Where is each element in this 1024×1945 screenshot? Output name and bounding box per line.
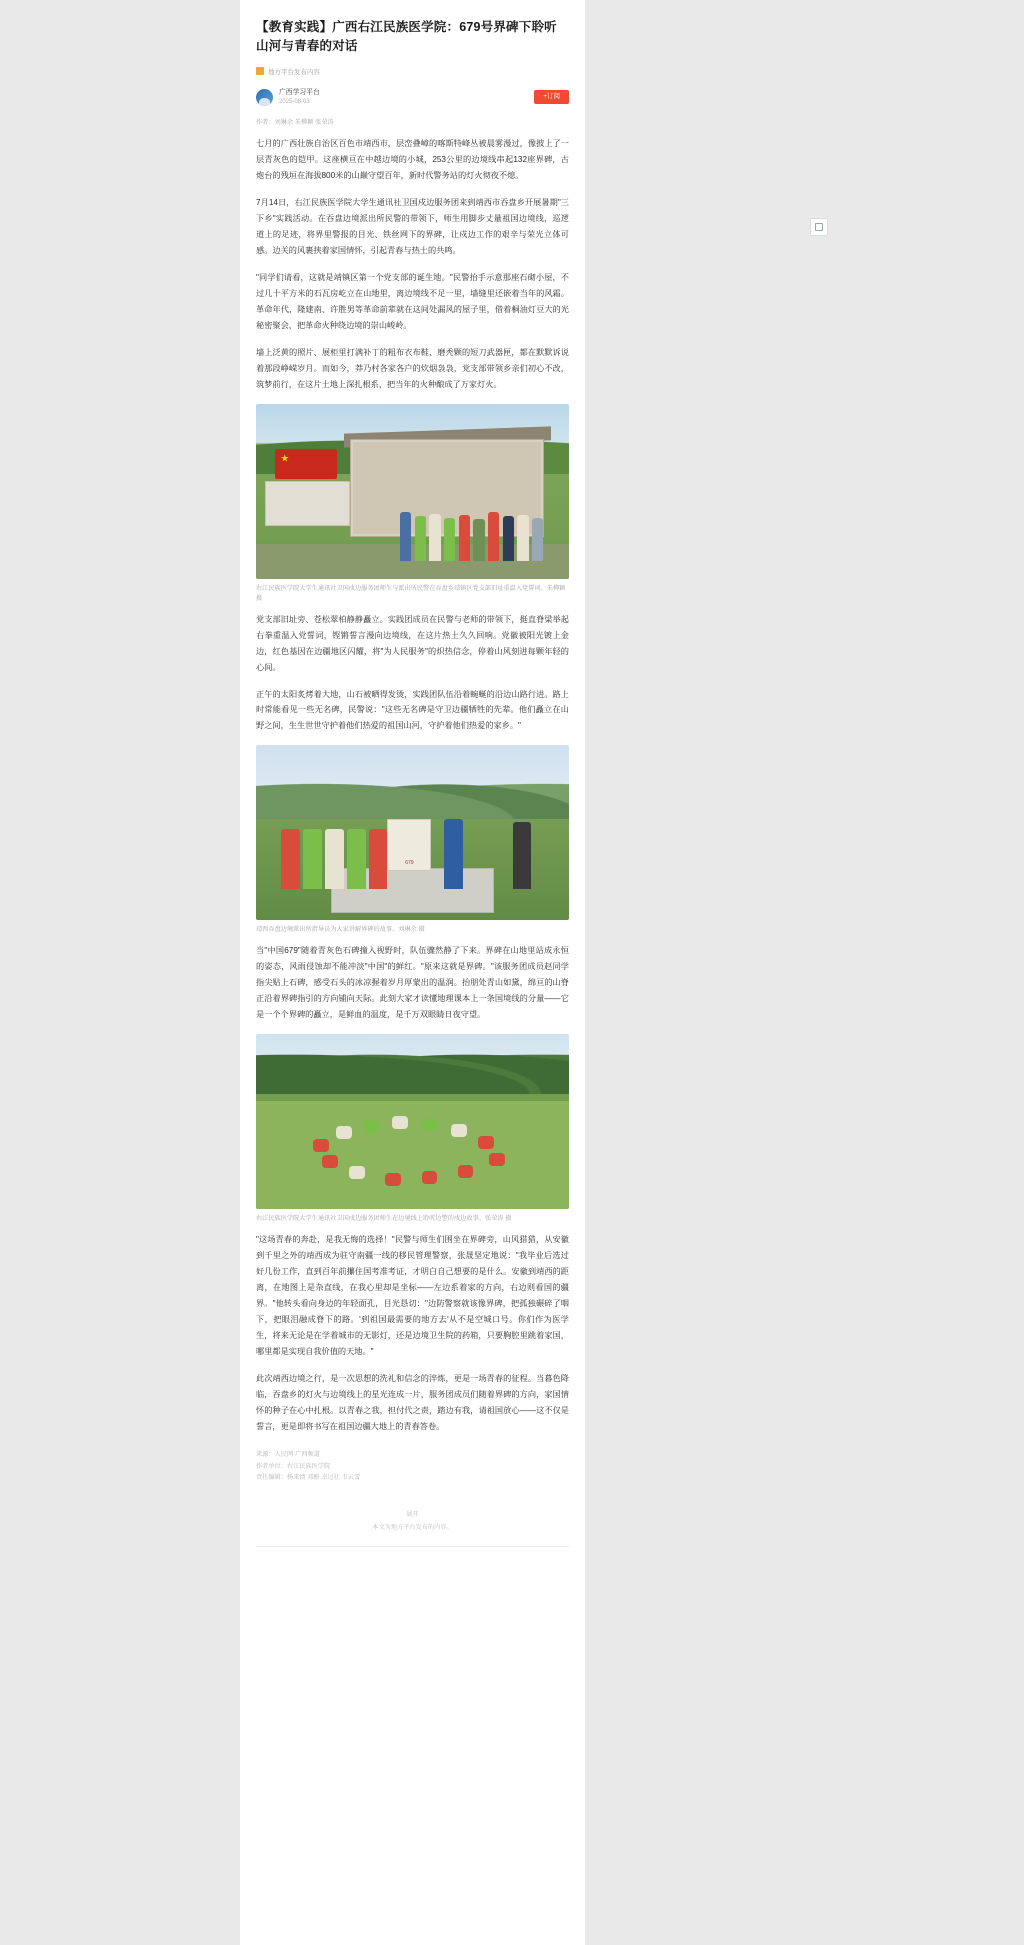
- image-caption: 右江民族医学院大学生通讯社卫国戍边服务团师生与派出所民警在吞盘乡靖镇区党支部旧址重温入党誓词。朱柳颖 摄: [256, 584, 566, 602]
- paragraph: 党支部旧址旁、苍松翠柏静静矗立。实践团成员在民警与老师的带领下，挺直脊梁举起右拳重温入党誓词，铿锵誓言漫向边境线，在这片热土久久回响。党徽被阳光镀上金边，红色基因在边疆地区闪耀，将"为人民服务"的炽热信念，停着山风刻进每颗年轻的心间。: [256, 614, 569, 672]
- expand-button[interactable]: 展开: [406, 1511, 419, 1519]
- article-image[interactable]: [256, 745, 569, 920]
- meta-affiliation: 作者单位：右江民族医学院: [256, 1462, 331, 1470]
- panel-toggle-icon: [815, 223, 823, 231]
- article-container: [240, 0, 585, 1945]
- figure: [256, 1034, 569, 1224]
- paragraph: 此次靖西边境之行，是一次思想的洗礼和信念的淬炼，更是一场青春的征程。当暮色降临，吞盘乡的灯火与边境线上的星光连成一片，服务团成员们随着界碑的方向，家国情怀的种子在心中扎根。以青春之我，担付代之责，踏边有我，请祖国放心——这不仅是誓言，更是即将书写在祖国边疆大地上的青春答卷。: [256, 1374, 569, 1432]
- paragraph: 正午的太阳炙烤着大地，山石被晒得发烫，实践团队伍沿着蜿蜒的沿边山路行进。路上时常能看见一些无名碑，民警说："这些无名碑是守卫边疆牺牲的先辈。他们矗立在山野之间，生生世世守护着他们热爱的祖国山河，守护着他们热爱的家乡。": [256, 689, 569, 731]
- image-caption: 右江民族医学院大学生通讯社卫国戍边服务团师生在边境线上聆听边警的戍边故事。张荣涛 摄: [256, 1215, 512, 1223]
- paragraph: 7月14日，右江民族医学院大学生通讯社卫国戍边服务团来到靖西市吞盘乡开展暑期"三下乡"实践活动。在吞盘边境派出所民警的带领下，师生用脚步丈量祖国边境线，巡逻道上的足迹，将界里警报的目光、铁丝网下的界碑，让戍边工作的艰辛与荣光立体可感。边关的风裹挟着家国情怀，引起青春与热土的共鸣。: [256, 197, 569, 255]
- document-icon: [256, 67, 264, 75]
- meta-editor: 责任编辑：杨来情 邓酚 幸过社 韦云雪: [256, 1473, 361, 1481]
- paragraph: "同学们请看，这就是靖镇区第一个党支部的诞生地。"民警抬手示意那座石砌小屋，不过几十平方米的石瓦房屹立在山地里，离边境线不足一里，墙缝里还嵌着当年的风霜。革命年代，隆建南、许胜男等革命前辈就在这间处漏风的屋子里，借着桐油灯豆大的光秘密聚会，把革命火种绕边境的崇山峻岭。: [256, 272, 569, 330]
- author-row: [256, 88, 569, 107]
- subscribe-button[interactable]: +订阅: [534, 90, 569, 104]
- publish-date: 2025-08-03: [279, 98, 310, 105]
- byline: 作者：刘琳余 朱柳颖 张荣涛: [256, 118, 334, 126]
- article-inner: [240, 0, 585, 1547]
- author-meta: [279, 88, 534, 107]
- article-meta: [256, 1449, 569, 1483]
- paragraph: 当"中国679"随着青灰色石碑撞入视野时，队伍骤然静了下来。界碑在山地里站成永恒的姿态，风雨侵蚀却不能冲淡"中国"的鲜红。"原来这就是界碑。"该服务团成员赵同学指尖贴上石碑，感受石头的冰凉握着岁月厚蒙出的温润。抬朋处青山如黛，绵亘的山脊正沿着界碑指引的方向铺向天际。此刻大家才读懂地理课本上一条国境线的分量——它是一个个界碑的矗立，是鲜血的温度，是千万双眼睛日夜守望。: [256, 946, 569, 1020]
- paragraph: "这场青春的奔赴，是我无悔的选择！"民警与师生们围坐在界碑旁，山风猎猎，从安徽到千里之外的靖西成为驻守南疆一线的移民管理警察，张晟坚定地说："我毕业后选过好几份工作，直到百年前攥住国考准考证，才明白自己想要的是什么。安徽到靖西的距离，在地图上是杂直线，在我心里却是坐标——左边系着家的方向，右边则看国的疆界。"他转头看向身边的年轻面孔，目光恳切："边防警察就该像界碑，把孤独碾碎了咽下，把眼泪融成脊下的路。'到祖国最需要的地方去'从不是空城口号。你们作为医学生，将来无论是在学着城市的无影灯，还是边境卫生院的药箱，只要胸腔里跳着家国，哪里都是实现自我价值的天地。": [256, 1235, 569, 1357]
- paragraph: 七月的广西壮族自治区百色市靖西市，层峦叠嶂的喀斯特峰丛被晨雾漫过，像披上了一层青灰色的铠甲。这座横亘在中越边境的小城，253公里的边境线串起132座界碑，古炮台的残垣在海拔800米的山巅守望百年，新时代警务站的灯火彻夜不熄。: [256, 138, 569, 180]
- meta-source: 来源：人民网·广西频道: [256, 1451, 320, 1459]
- article-image[interactable]: [256, 404, 569, 579]
- article-image[interactable]: [256, 1034, 569, 1209]
- author-name: 广西学习平台: [279, 88, 320, 96]
- avatar: [256, 89, 273, 106]
- source-tag: [256, 67, 569, 76]
- paragraph: 墙上泛黄的照片、展柜里打满补丁的粗布衣布鞋、磨秃颗的短刀武器匣，都在默默诉说着那段峥嵘岁月。而如今，莽乃村各家各户的炊烟袅袅，党支部带领乡亲们初心不改，筑梦前行，在这片土地上深扎根系，把当年的火种酿成了万家灯火。: [256, 347, 569, 389]
- figure: [256, 404, 569, 604]
- article-footer: [256, 1509, 569, 1534]
- footer-note-text: 本文为地方平台发布的内容。: [372, 1523, 453, 1531]
- image-caption: 靖西吞盘边境派出所指导员为大家讲解界碑的故事。刘琳余 摄: [256, 926, 425, 934]
- divider: [256, 1546, 569, 1547]
- figure: [256, 745, 569, 935]
- source-tag-label: 地方平台发布内容: [268, 68, 320, 76]
- panel-toggle-button[interactable]: [810, 218, 828, 236]
- page-title: 【教育实践】广西右江民族医学院：679号界碑下聆听山河与青春的对话: [256, 20, 557, 54]
